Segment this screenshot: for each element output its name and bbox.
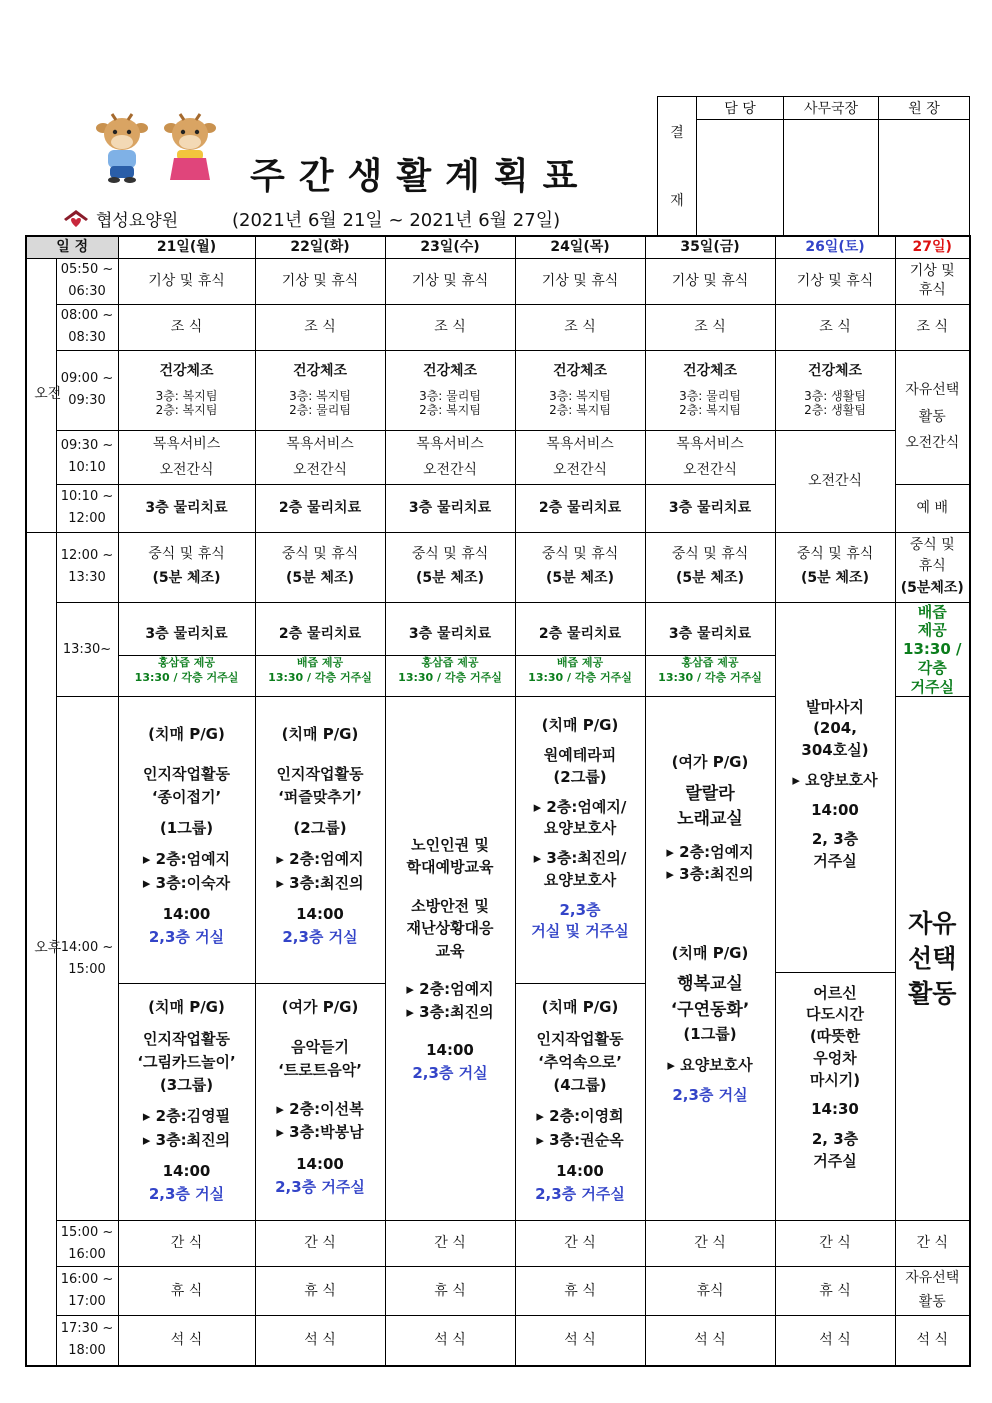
period-morning: 오전 — [26, 258, 56, 532]
cell-breakfast: 조 식 — [775, 304, 895, 350]
cell-snack: 간 식 — [118, 1221, 255, 1267]
cell-dinner: 석 식 — [645, 1316, 775, 1366]
cell-exercise-wednesday: 건강체조 3층: 물리팀 2층: 복지팀 — [385, 350, 515, 430]
cell-lunch: 중식 및 휴식 (5분 체조) — [118, 532, 255, 602]
activity-free-choice: 자유 선택 활동 — [908, 909, 957, 1009]
cell-physio-juice-thursday: 2층 물리치료 배즙 제공 13:30 / 각층 거주실 — [515, 602, 645, 697]
day-wednesday: 23일(수) — [385, 236, 515, 258]
cell-dinner: 석 식 — [895, 1316, 970, 1366]
period-afternoon: 오후 — [26, 532, 56, 1365]
row-breakfast — [26, 304, 970, 350]
cell-exercise-tuesday: 건강체조 3층: 복지팀 2층: 물리팀 — [255, 350, 385, 430]
row-exercise — [26, 350, 970, 430]
cell-breakfast: 조 식 — [118, 304, 255, 350]
cell-breakfast: 조 식 — [385, 304, 515, 350]
row-physio-pm — [26, 602, 970, 697]
cell-exercise-monday: 건강체조 3층: 복지팀 2층: 복지팀 — [118, 350, 255, 430]
cell-lunch: 중식 및 휴식 (5분 체조) — [385, 532, 515, 602]
cell-wake: 기상 및 휴식 — [645, 258, 775, 304]
cell-physio-juice-friday: 3층 물리치료 홍삼즙 제공 13:30 / 각층 거주실 — [645, 602, 775, 697]
activity-singing: (여가 P/G) 랄랄라 노래교실 ▸ 2층:엄예지 ▸ 3층:최진의 — [666, 753, 754, 884]
organization — [62, 206, 178, 231]
time-slot: 13:30~ — [56, 602, 118, 697]
cell-physio-3f: 3층 물리치료 — [645, 484, 775, 532]
time-slot: 16:00 ~ 17:00 — [56, 1267, 118, 1316]
approval-label: 결 재 — [658, 97, 697, 236]
cell-lunch: 중식 및 휴식 (5분 체조) — [645, 532, 775, 602]
cell-worship: 예 배 — [895, 484, 970, 532]
time-slot: 09:00 ~ 09:30 — [56, 350, 118, 430]
cell-physio-3f: 3층 물리치료 — [118, 484, 255, 532]
activity-memories: (치매 P/G) 인지작업활동 ‘추억속으로’ (4그룹) ▸ 2층:이영희 ▸ 3층:권순옥 14:00 2,3층 거주실 — [535, 998, 625, 1204]
cell-wake: 기상 및 휴식 — [385, 258, 515, 304]
cell-programs-monday — [118, 697, 255, 1221]
row-lunch — [26, 532, 970, 602]
activity-tea-time: 어르신 다도시간 (따뜻한 우엉차 마시기) 14:30 2, 3층 거주실 — [806, 983, 864, 1170]
cell-wake: 기상 및 휴식 — [255, 258, 385, 304]
cell-rest: 휴 식 — [255, 1267, 385, 1316]
cell-programs-thursday — [515, 697, 645, 1221]
time-slot: 05:50 ~ 06:30 — [56, 258, 118, 304]
cell-rest-sunday: 자유선택 활동 — [895, 1267, 970, 1316]
day-monday: 21일(월) — [118, 236, 255, 258]
cell-snack: 간 식 — [385, 1221, 515, 1267]
mascot-left-icon — [94, 114, 150, 184]
time-slot: 10:10 ~ 12:00 — [56, 484, 118, 532]
cell-lunch: 중식 및 휴식 (5분 체조) — [255, 532, 385, 602]
cell-physio-juice-wednesday: 3층 물리치료 홍삼즙 제공 13:30 / 각층 거주실 — [385, 602, 515, 697]
activity-horticulture: (치매 P/G) 원예테라피 (2그룹) ▸ 2층:엄예지/ 요양보호사 ▸ 3층:최진의/ 요양보호사 2,3층 거실 및 거주실 — [516, 697, 645, 984]
cell-programs-sunday — [895, 697, 970, 1221]
cell-breakfast: 조 식 — [515, 304, 645, 350]
cell-physio-2f: 2층 물리치료 — [515, 484, 645, 532]
cell-dinner: 석 식 — [118, 1316, 255, 1366]
approval-role-director: 원 장 — [879, 97, 970, 120]
day-tuesday: 22일(화) — [255, 236, 385, 258]
cell-breakfast: 조 식 — [645, 304, 775, 350]
approval-role-secretary: 사무국장 — [784, 97, 879, 120]
time-slot: 15:00 ~ 16:00 — [56, 1221, 118, 1267]
cell-lunch: 중식 및 휴식 (5분 체조) — [515, 532, 645, 602]
cell-snack: 간 식 — [255, 1221, 385, 1267]
page-title: 주간생활계획표 — [250, 156, 592, 197]
activity-foot-massage: 발마사지 (204, 304호실) ▸ 요양보호사 14:00 2, 3층 거주실 — [776, 603, 895, 973]
cell-bath: 목욕서비스 오전간식 — [255, 430, 385, 484]
cell-am-snack-saturday: 오전간식 — [775, 430, 895, 532]
cell-physio-2f: 2층 물리치료 — [255, 484, 385, 532]
activity-picture-cards: (치매 P/G) 인지작업활동 ‘그림카드놀이’ (3그룹) ▸ 2층:김영필 ▸ 3층:최진의 14:00 2,3층 거실 — [137, 998, 236, 1204]
schedule-table — [25, 235, 971, 1367]
cell-rest: 휴 식 — [515, 1267, 645, 1316]
cell-wake: 기상 및 휴식 — [118, 258, 255, 304]
cell-sunday-morning: 자유선택 활동 오전간식 — [895, 350, 970, 484]
cell-exercise-thursday: 건강체조 3층: 복지팀 2층: 복지팀 — [515, 350, 645, 430]
cell-wake: 기상 및 휴식 — [515, 258, 645, 304]
row-snack — [26, 1221, 970, 1267]
cell-rest: 휴 식 — [385, 1267, 515, 1316]
cell-snack: 간 식 — [515, 1221, 645, 1267]
cell-bath: 목욕서비스 오전간식 — [645, 430, 775, 484]
cell-lunch-sunday: 중식 및 휴식 (5분체조) — [895, 532, 970, 602]
organization-logo-icon — [62, 208, 90, 230]
cell-exercise-saturday: 건강체조 3층: 생활팀 2층: 생활팀 — [775, 350, 895, 430]
cell-rest: 휴식 — [645, 1267, 775, 1316]
cell-rest: 휴 식 — [118, 1267, 255, 1316]
day-header-row — [26, 236, 970, 258]
day-sunday: 27일) — [895, 236, 970, 258]
cell-physio-juice-monday: 3층 물리치료 홍삼즙 제공 13:30 / 각층 거주실 — [118, 602, 255, 697]
cell-rest: 휴 식 — [775, 1267, 895, 1316]
activity-education: 노인인권 및 학대예방교육 소방안전 및 재난상황대응 교육 ▸ 2층:엄예지 ▸ 3층:최진의 14:00 2,3층 거실 — [406, 835, 494, 1082]
approval-box — [657, 96, 970, 236]
cell-dinner: 석 식 — [775, 1316, 895, 1366]
cell-dinner: 석 식 — [515, 1316, 645, 1366]
mascot-right-icon — [162, 114, 218, 184]
activity-puzzle: (치매 P/G) 인지작업활동 ‘퍼즐맞추기’ (2그룹) ▸ 2층:엄예지 ▸ 3층:최진의 14:00 2,3층 거실 — [256, 697, 385, 984]
day-saturday: 26일(토) — [775, 236, 895, 258]
cell-snack: 간 식 — [775, 1221, 895, 1267]
day-thursday: 24일(목) — [515, 236, 645, 258]
cell-sunday-juice: 배즙 제공 13:30 / 각층 거주실 — [895, 602, 970, 697]
activity-music: (여가 P/G) 음악듣기 ‘트로트음악’ ▸ 2층:이선복 ▸ 3층:박봉남 14:00 2,3층 거주실 — [275, 998, 365, 1196]
row-rest — [26, 1267, 970, 1316]
time-slot: 12:00 ~ 13:30 — [56, 532, 118, 602]
cell-dinner: 석 식 — [255, 1316, 385, 1366]
cell-programs-tuesday — [255, 697, 385, 1221]
row-bath — [26, 430, 970, 484]
row-wake — [26, 258, 970, 304]
signature-box-manager[interactable] — [697, 120, 784, 236]
cell-saturday-afternoon — [775, 602, 895, 1221]
cell-lunch: 중식 및 휴식 (5분 체조) — [775, 532, 895, 602]
activity-paper-folding: (치매 P/G) 인지작업활동 ‘종이접기’ (1그룹) ▸ 2층:엄예지 ▸ 3층:이숙자 14:00 2,3층 거실 — [119, 697, 255, 984]
schedule-label: 일 정 — [26, 236, 118, 258]
cell-programs-friday — [645, 697, 775, 1221]
cell-breakfast: 조 식 — [255, 304, 385, 350]
time-slot: 09:30 ~ 10:10 — [56, 430, 118, 484]
cell-bath: 목욕서비스 오전간식 — [118, 430, 255, 484]
day-friday: 35일(금) — [645, 236, 775, 258]
cell-snack: 간 식 — [895, 1221, 970, 1267]
cell-bath: 목욕서비스 오전간식 — [385, 430, 515, 484]
cell-bath: 목욕서비스 오전간식 — [515, 430, 645, 484]
time-slot: 17:30 ~ 18:00 — [56, 1316, 118, 1366]
cell-wake-sunday: 기상 및 휴식 — [895, 258, 970, 304]
schedule-period: (2021년 6월 21일 ~ 2021년 6월 27일) — [232, 210, 561, 231]
signature-box-secretary[interactable] — [784, 120, 879, 236]
cell-snack: 간 식 — [645, 1221, 775, 1267]
activity-storytelling: (치매 P/G) 행복교실 ‘구연동화’ (1그룹) ▸ 요양보호사 2,3층 거실 — [667, 943, 753, 1105]
time-slot: 14:00 ~ 15:00 — [56, 697, 118, 1221]
approval-role-manager: 담 당 — [697, 97, 784, 120]
cell-breakfast: 조 식 — [895, 304, 970, 350]
cell-dinner: 석 식 — [385, 1316, 515, 1366]
cell-physio-3f: 3층 물리치료 — [385, 484, 515, 532]
cell-exercise-friday: 건강체조 3층: 물리팀 2층: 복지팀 — [645, 350, 775, 430]
cell-physio-juice-tuesday: 2층 물리치료 배즙 제공 13:30 / 각층 거주실 — [255, 602, 385, 697]
time-slot: 08:00 ~ 08:30 — [56, 304, 118, 350]
cell-wake: 기상 및 휴식 — [775, 258, 895, 304]
cell-programs-wednesday — [385, 697, 515, 1221]
organization-name: 협성요양원 — [96, 211, 179, 231]
signature-box-director[interactable] — [879, 120, 970, 236]
row-dinner — [26, 1316, 970, 1366]
